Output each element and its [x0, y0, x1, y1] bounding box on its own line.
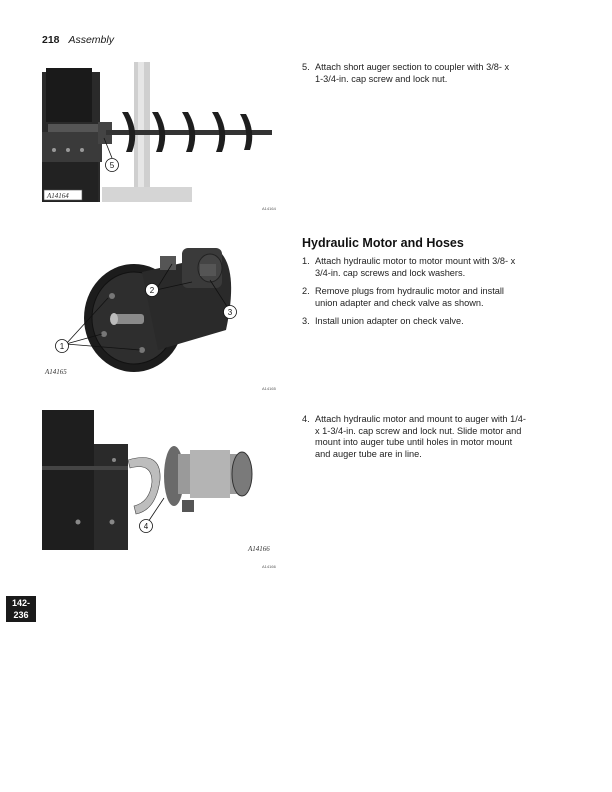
tab-line: 142- [11, 598, 30, 608]
callout-4: 4 [143, 522, 149, 531]
step-2 [302, 286, 562, 312]
step-text: Install union adapter on check valve. [315, 316, 464, 326]
figure-ref: A14165 [262, 386, 276, 391]
step-number: 2. [302, 286, 310, 296]
step-text-line: mount into auger tube until holes in motor mount [315, 437, 513, 448]
figure-motor-on-auger [42, 410, 278, 556]
figure-ref: A14166 [262, 564, 276, 569]
step-number: 4. [302, 414, 310, 424]
step-number: 5. [302, 62, 310, 72]
step-text [315, 62, 509, 85]
callout-1: 1 [59, 342, 65, 351]
photo-code: A14166 [248, 545, 270, 553]
step-text-line: 1-3/4-in. cap screw and lock nut. [315, 73, 448, 84]
step-text-line: Attach hydraulic motor and mount to auger with 1/4- [315, 414, 526, 424]
section-title: Assembly [68, 34, 114, 46]
step-3 [302, 316, 562, 330]
step-text [315, 256, 515, 279]
step-text-line: and auger tube are in line. [315, 448, 422, 459]
step-text-line: 3/4-in. cap screws and lock washers. [315, 267, 466, 278]
step-text-line: x 1-3/4-in. cap screw and lock nut. Slide motor and [315, 425, 522, 436]
figure-motor-mount [42, 234, 278, 380]
callout-3: 3 [227, 308, 233, 317]
photo-code: A14165 [45, 368, 67, 376]
step-1 [302, 256, 562, 282]
photo-code: A14164 [47, 192, 69, 200]
section-tab [6, 596, 36, 622]
step-text-line: Attach short auger section to coupler with 3/8- x [315, 62, 510, 72]
step-5 [302, 62, 562, 88]
tab-line: 236 [13, 610, 29, 620]
figure-auger-coupler [42, 62, 278, 202]
page-number: 218 [42, 34, 60, 46]
step-number: 3. [302, 316, 310, 326]
step-4 [302, 414, 562, 464]
page-header [42, 34, 114, 46]
step-text-line: union adapter and check valve as shown. [315, 297, 484, 308]
step-number: 1. [302, 256, 310, 266]
step-text [315, 286, 504, 309]
step-text [315, 414, 526, 460]
callout-2: 2 [149, 286, 155, 295]
step-text-line: Attach hydraulic motor to motor mount with 3/8- x [315, 256, 516, 266]
callout-5: 5 [109, 161, 115, 170]
figure-ref: A14164 [262, 206, 276, 211]
step-text-line: Remove plugs from hydraulic motor and install [315, 286, 504, 296]
section-heading: Hydraulic Motor and Hoses [302, 236, 464, 250]
